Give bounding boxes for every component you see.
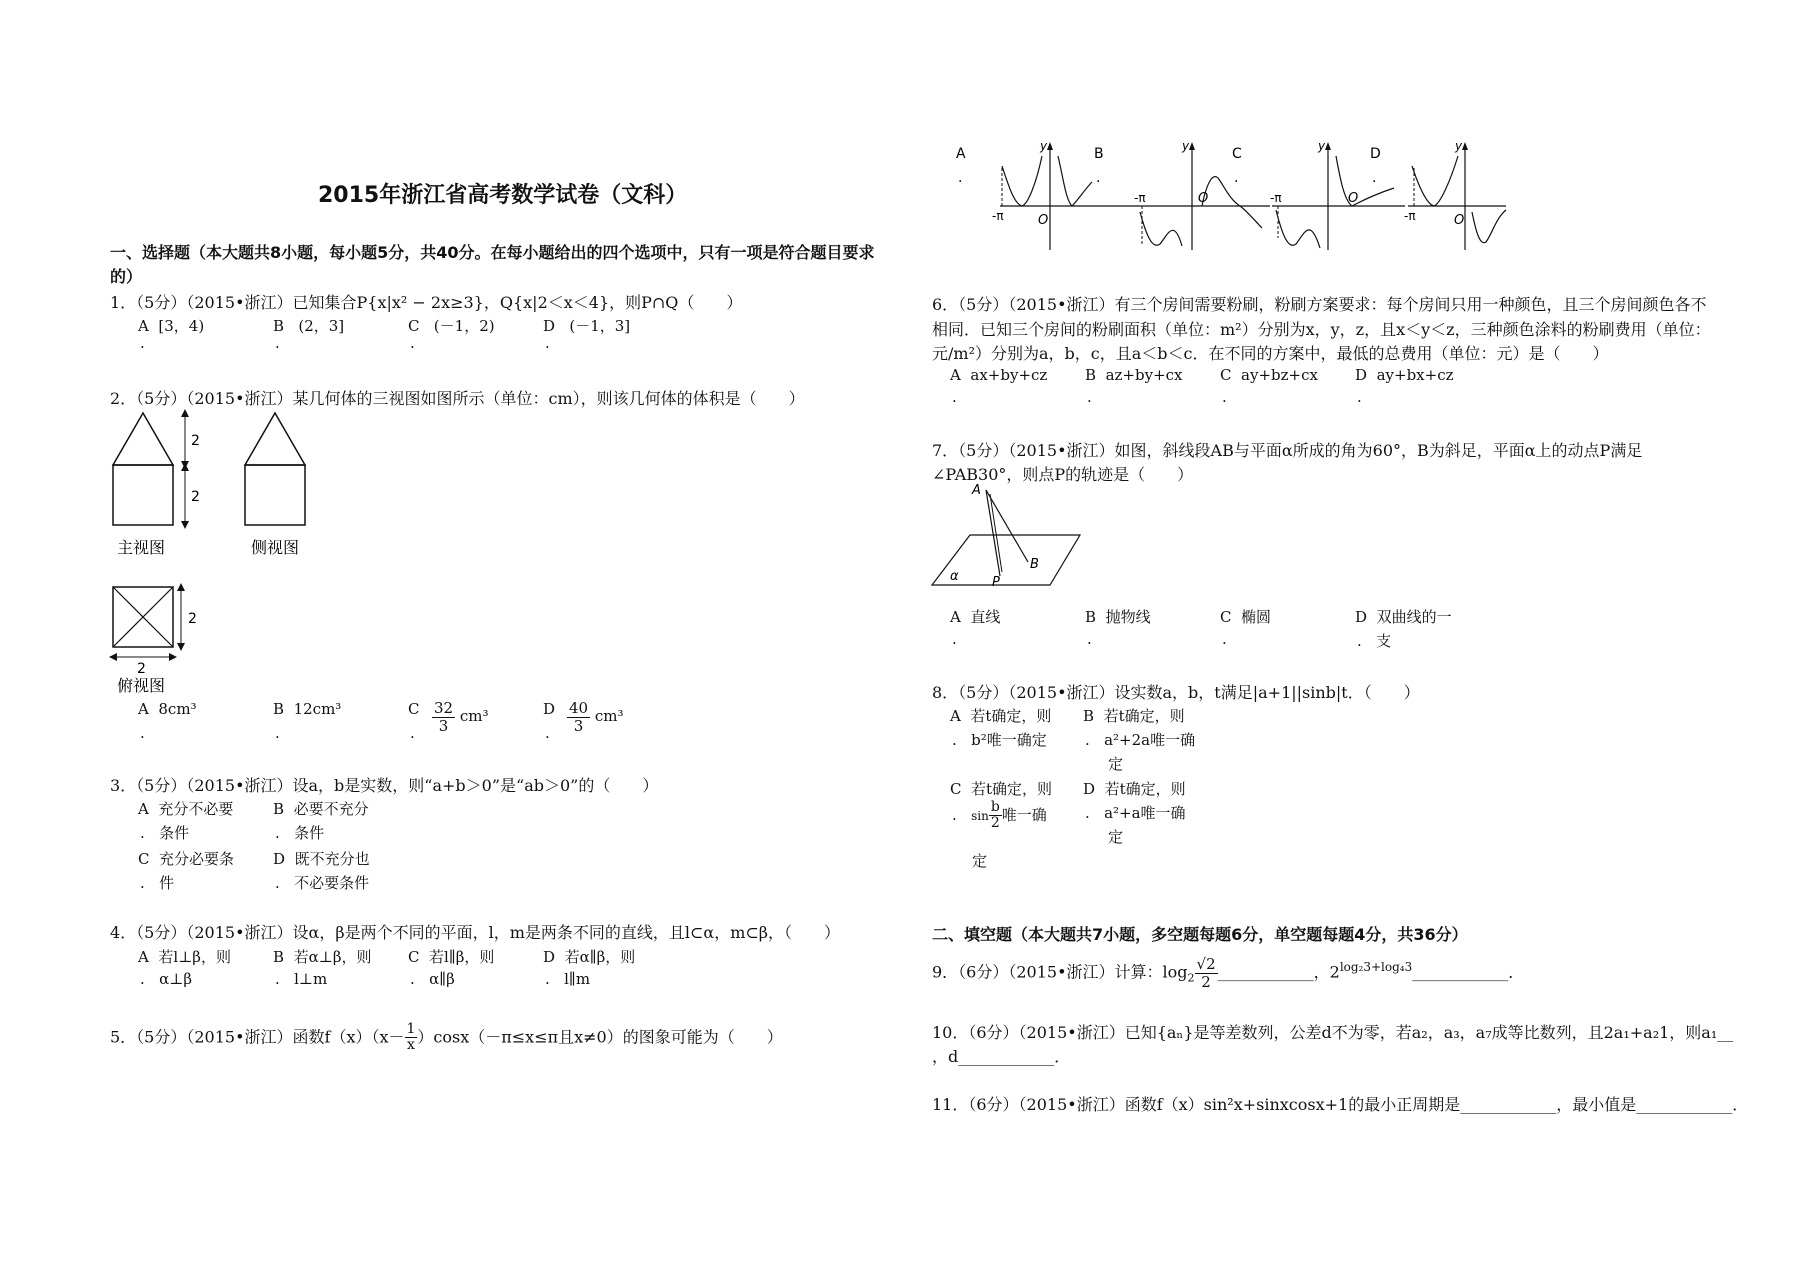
- option-dot: .: [958, 170, 963, 186]
- side-view-square: [245, 465, 305, 525]
- y-label: y: [1040, 139, 1048, 153]
- option-d: D ay+bx+cz: [1355, 366, 1454, 384]
- option-a-cont: . b²唯一确定: [952, 731, 1047, 749]
- side-view-triangle: [245, 413, 305, 465]
- option-a: A 充分不必要: [138, 800, 234, 818]
- top-view-label: 俯视图: [117, 676, 166, 695]
- option-d: D 若α∥β，则: [543, 948, 636, 966]
- section-1-heading-cont: 的）: [110, 267, 143, 286]
- option-b: B az+by+cx: [1085, 366, 1183, 384]
- option-dot: .: [1222, 630, 1227, 648]
- option-d: D 若t确定，则: [1083, 780, 1186, 798]
- origin-label: O: [1038, 213, 1049, 228]
- pi-label: -π: [1134, 191, 1146, 205]
- option-d: D 双曲线的一: [1355, 608, 1452, 626]
- pi-label: -π: [1270, 191, 1282, 205]
- option-label: B: [1094, 146, 1104, 162]
- option-c: C 若t确定，则: [950, 780, 1053, 798]
- question-stem: 4．（5分）（2015•浙江）设α，β是两个不同的平面，l，m是两条不同的直线，且l⊂α，m⊂β，（ ）: [110, 923, 841, 942]
- option-dot: .: [1357, 388, 1362, 406]
- question-stem: 1．（5分）（2015•浙江）已知集合P{x|x² − 2x≥3}，Q{x|2＜x＜4}，则P∩Q（ ）: [110, 293, 743, 312]
- option-a: A 直线: [950, 608, 1001, 626]
- option-a-cont: . α⊥β: [140, 970, 193, 988]
- point-a-label: A: [972, 483, 981, 498]
- option-a: A [3，4): [138, 317, 205, 335]
- option-dot: .: [275, 334, 280, 352]
- graph-option-d: [1370, 139, 1506, 250]
- option-b-cont: . l⊥m: [275, 970, 328, 988]
- origin-label: O: [1454, 213, 1465, 228]
- y-label: y: [1182, 139, 1190, 153]
- section-1-heading: 一、选择题（本大题共8小题，每小题5分，共40分。在每小题给出的四个选项中，只有一项是符合题目要求: [110, 243, 875, 262]
- arrow-icon: [181, 521, 189, 529]
- option-d-cont: 定: [1108, 828, 1124, 846]
- curve: [1140, 177, 1262, 246]
- option-a-cont: . 条件: [140, 824, 190, 842]
- option-c-cont: . 件: [140, 874, 175, 892]
- option-label: C: [1232, 146, 1242, 162]
- option-d-fraction: $\frac{40}{3}$ cm³: [569, 699, 624, 735]
- question-stem-cont: 相同．已知三个房间的粉刷面积（单位：m²）分别为x，y，z，且x＜y＜z，三种颜色涂料的粉刷费用（单位：: [932, 320, 1711, 339]
- y-label: y: [1318, 139, 1326, 153]
- arrow-icon: [1047, 142, 1053, 150]
- option-dot: .: [1087, 388, 1092, 406]
- option-b: B 12cm³: [273, 700, 342, 718]
- option-b: B 若t确定，则: [1083, 707, 1185, 725]
- option-c: C ay+bz+cx: [1220, 366, 1318, 384]
- arrow-icon: [177, 583, 185, 591]
- option-dot: .: [1372, 170, 1377, 186]
- option-d: D: [543, 700, 556, 718]
- pi-label: -π: [1404, 209, 1416, 223]
- option-dot: .: [1234, 170, 1239, 186]
- section-2-heading: 二、填空题（本大题共7小题，多空题每题6分，单空题每题4分，共36分）: [932, 925, 1468, 944]
- option-c-cont: . α∥β: [410, 970, 455, 988]
- option-dot: .: [1087, 630, 1092, 648]
- question-stem-cont: 元/m²）分别为a，b，c，且a＜b＜c．在不同的方案中，最低的总费用（单位：元）是（ ）: [932, 344, 1609, 363]
- option-a: A ax+by+cz: [950, 366, 1048, 384]
- question-stem-cont: ∠PAB30°，则点P的轨迹是（ ）: [932, 465, 1194, 484]
- q5-graph-options: [950, 138, 1510, 258]
- front-view-triangle: [113, 413, 173, 465]
- option-dot: .: [545, 724, 550, 742]
- option-dot: .: [545, 334, 550, 352]
- arrow-icon: [177, 643, 185, 651]
- option-b-cont: . a²+2a唯一确: [1085, 731, 1196, 749]
- option-a: A 8cm³: [138, 700, 197, 718]
- three-view-figure: [105, 405, 325, 695]
- option-d-cont: . a²+a唯一确: [1085, 804, 1186, 822]
- option-d-cont: . l∥m: [545, 970, 591, 988]
- option-d: D 既不充分也: [273, 850, 370, 868]
- option-c: C (－1，2): [408, 317, 495, 335]
- option-c: C: [408, 700, 420, 718]
- option-dot: .: [952, 388, 957, 406]
- question-10: 10．（6分）（2015•浙江）已知{aₙ}是等差数列，公差d不为零，若a₂，a₃，a₇成等比数列，且2a₁+a₂1，则a₁__: [932, 1023, 1734, 1042]
- option-dot: .: [275, 724, 280, 742]
- option-c-fraction: $\frac{32}{3}$ cm³: [434, 699, 489, 735]
- point-p-label: P: [992, 575, 1000, 590]
- question-stem: 3．（5分）（2015•浙江）设a，b是实数，则“a+b＞0”是“ab＞0”的（ ）: [110, 776, 659, 795]
- graph-option-a: [956, 139, 1135, 250]
- curve: [1412, 156, 1506, 243]
- option-d-cont: . 支: [1357, 632, 1392, 650]
- option-b: B 必要不充分: [273, 800, 369, 818]
- origin-label: O: [1198, 191, 1209, 206]
- dimension-label: 2: [191, 489, 200, 505]
- question-stem: 8．（5分）（2015•浙江）设实数a，b，t满足|a+1||sinb|t．（ ）: [932, 683, 1420, 702]
- question-9: 9．（6分）（2015•浙江）计算：$\log_2$ $\frac{√2}{2}$ ____________，$2^{log_23+log_43}\_\_\_\_\_\_\_\_\_\_\_\_$．: [932, 955, 1525, 991]
- front-view-label: 主视图: [117, 538, 166, 557]
- arrow-icon: [1325, 142, 1331, 150]
- option-dot: .: [952, 630, 957, 648]
- question-stem: 7．（5分）（2015•浙江）如图，斜线段AB与平面α所成的角为60°，B为斜足，平面α上的动点P满足: [932, 441, 1643, 460]
- question-stem: 2．（5分）（2015•浙江）某几何体的三视图如图所示（单位：cm），则该几何体的体积是（ ）: [110, 389, 805, 408]
- arrow-icon: [181, 463, 189, 471]
- side-view-label: 侧视图: [251, 538, 300, 557]
- arrow-icon: [169, 653, 177, 661]
- front-view-square: [113, 465, 173, 525]
- arrow-icon: [1189, 142, 1195, 150]
- question-11: 11．（6分）（2015•浙江）函数f（x）sin²x+sinxcosx+1的最小正周期是____________，最小值是____________．: [932, 1095, 1749, 1114]
- option-dot: .: [410, 724, 415, 742]
- option-c: C 充分必要条: [138, 850, 235, 868]
- option-b-cont: 定: [1108, 755, 1124, 773]
- arrow-icon: [1462, 142, 1468, 150]
- option-dot: .: [1222, 388, 1227, 406]
- question-stem: 5．（5分）（2015•浙江）函数f（x）（x－ $\frac{1}{x}$ ）cosx（－π≤x≤π且x≠0）的图象可能为（ ）: [110, 1021, 783, 1054]
- question-10-cont: ，d____________．: [932, 1047, 1071, 1066]
- segment-ap-shadow: [990, 494, 1002, 572]
- option-d: D (－1，3]: [543, 317, 631, 335]
- curve: [1002, 156, 1092, 206]
- y-label: y: [1455, 139, 1463, 153]
- graph-option-b: [1094, 139, 1270, 250]
- option-c-cont: 定: [972, 852, 988, 870]
- option-label: A: [956, 146, 966, 162]
- option-a: A 若t确定，则: [950, 707, 1052, 725]
- question-stem: 6．（5分）（2015•浙江）有三个房间需要粉刷，粉刷方案要求：每个房间只用一种颜色，且三个房间颜色各不: [932, 295, 1707, 314]
- option-a: A 若l⊥β，则: [138, 948, 231, 966]
- pi-label: -π: [992, 209, 1004, 223]
- option-c: C 椭圆: [1220, 608, 1272, 626]
- option-dot: .: [140, 334, 145, 352]
- plane-label: α: [950, 569, 959, 584]
- dimension-label: 2: [191, 433, 200, 449]
- option-b: B 若α⊥β，则: [273, 948, 372, 966]
- dimension-label: 2: [188, 611, 197, 627]
- option-dot: .: [410, 334, 415, 352]
- dimension-label: 2: [137, 661, 146, 677]
- option-c-cont: . sin $\frac{b}{2}$ 唯一确: [952, 799, 1047, 832]
- plane-figure: [930, 480, 1090, 590]
- option-dot: .: [1096, 170, 1101, 186]
- arrow-icon: [181, 409, 189, 417]
- option-b: B 抛物线: [1085, 608, 1151, 626]
- origin-label: O: [1348, 191, 1359, 206]
- option-b-cont: . 条件: [275, 824, 325, 842]
- option-d-cont: . 不必要条件: [275, 874, 370, 892]
- option-b: B (2，3]: [273, 317, 345, 335]
- option-label: D: [1370, 146, 1381, 162]
- option-c: C 若l∥β，则: [408, 948, 495, 966]
- arrow-icon: [109, 653, 117, 661]
- page-title: 2015年浙江省高考数学试卷（文科）: [318, 183, 688, 208]
- option-dot: .: [140, 724, 145, 742]
- point-b-label: B: [1030, 557, 1039, 572]
